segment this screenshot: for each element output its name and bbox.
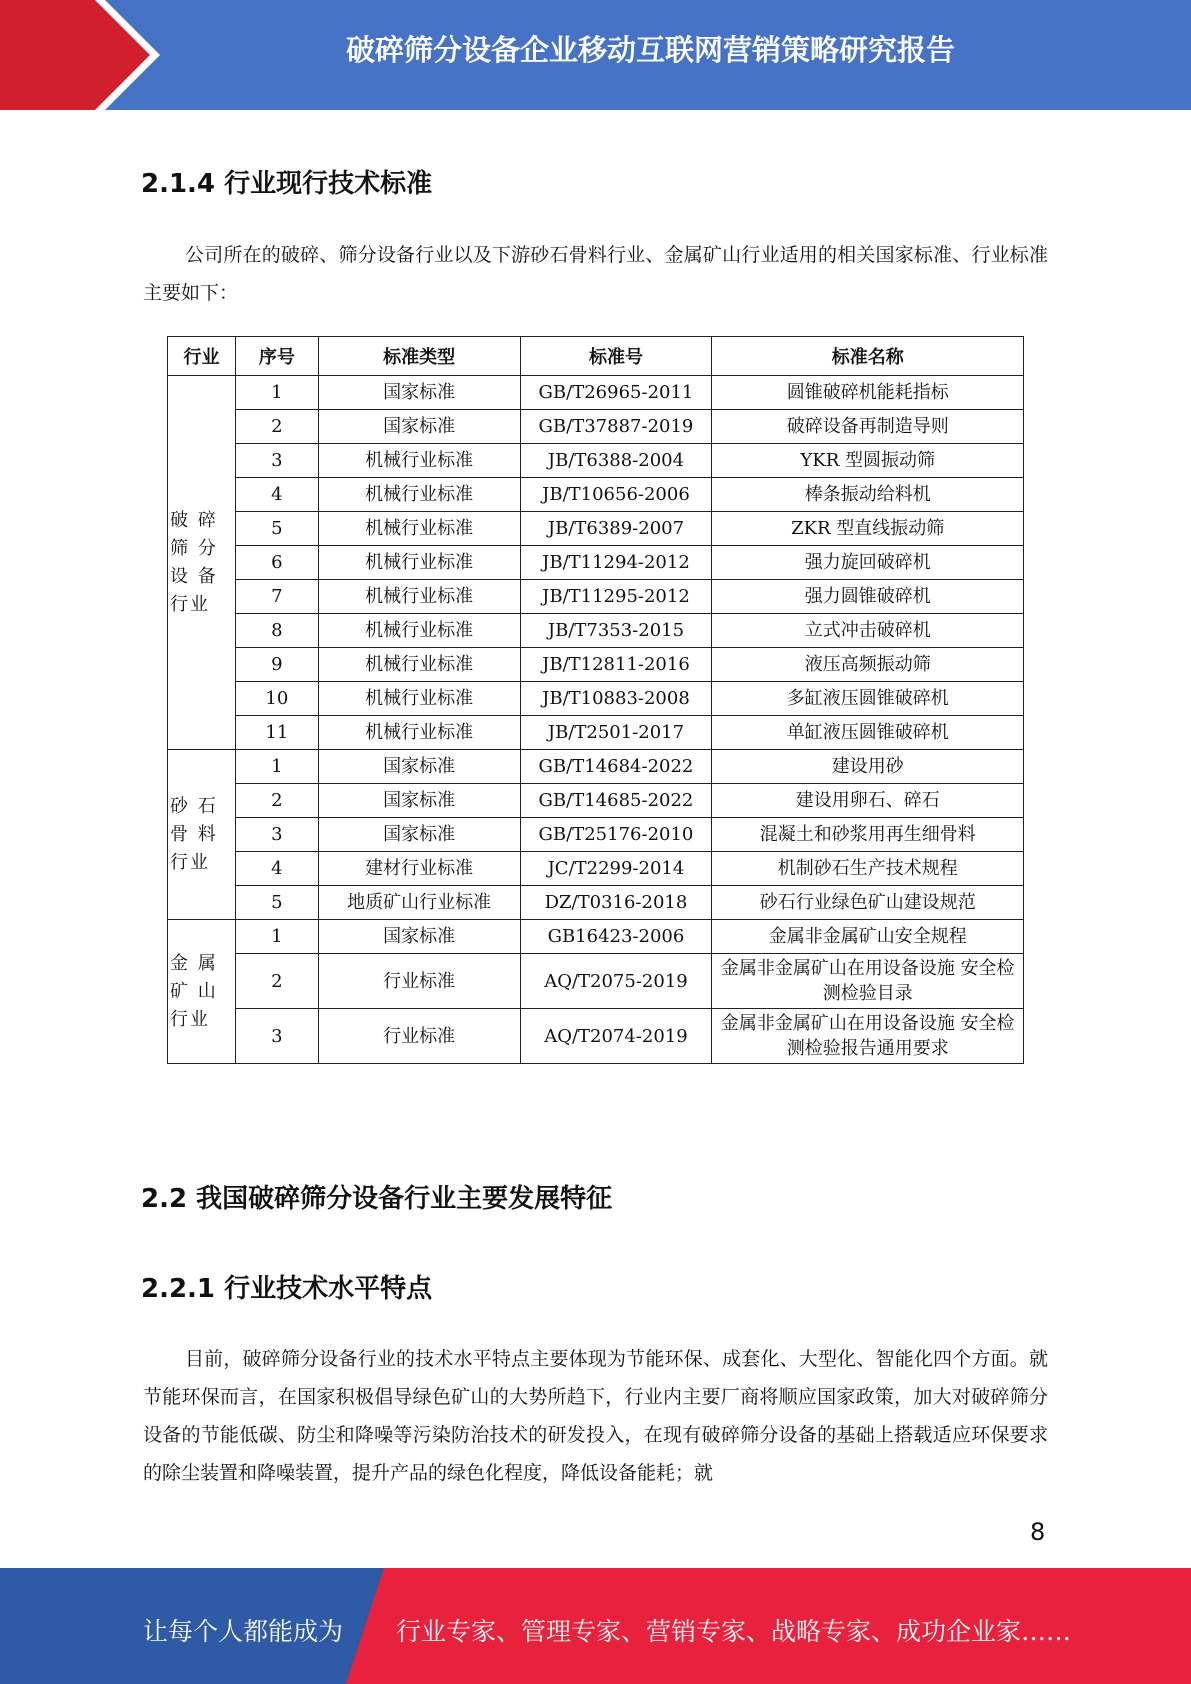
industry-cell-mining: 金 属 矿 山 行业 — [168, 920, 236, 1064]
table-row — [168, 750, 1024, 784]
cell-code: GB16423-2006 — [520, 920, 712, 954]
table-row — [168, 784, 1024, 818]
cell-code: JB/T11294-2012 — [520, 546, 712, 580]
cell-name: 圆锥破碎机能耗指标 — [712, 376, 1024, 410]
cell-type: 机械行业标准 — [318, 512, 520, 546]
section-heading-2-2-1: 2.2.1 行业技术水平特点 — [141, 1274, 433, 1304]
table-row — [168, 920, 1024, 954]
section-heading-2-1-4: 2.1.4 行业现行技术标准 — [141, 169, 433, 199]
cell-type: 建材行业标准 — [318, 852, 520, 886]
table-row — [168, 376, 1024, 410]
header-name: 标准名称 — [712, 337, 1024, 376]
cell-type: 行业标准 — [318, 1009, 520, 1064]
cell-seq: 1 — [235, 920, 318, 954]
cell-name: 砂石行业绿色矿山建设规范 — [712, 886, 1024, 920]
table-row — [168, 954, 1024, 1009]
section-body: 目前，破碎筛分设备行业的技术水平特点主要体现为节能环保、成套化、大型化、智能化四个方面。就节能环保而言，在国家积极倡导绿色矿山的大势所趋下，行业内主要厂商将顺应国家政策，加大对破碎筛分设备的节能低碳、防尘和降噪等污染防治技术的研发投入，在现有破碎筛分设备的基础上搭载适应环保要求的除尘装置和降噪装置，提升产品的绿色化程度，降低设备能耗；就 — [143, 1348, 1048, 1484]
cell-type: 机械行业标准 — [318, 682, 520, 716]
cell-code: GB/T25176-2010 — [520, 818, 712, 852]
cell-name: 棒条振动给料机 — [712, 478, 1024, 512]
table-row — [168, 546, 1024, 580]
header-industry: 行业 — [168, 337, 236, 376]
cell-type: 机械行业标准 — [318, 614, 520, 648]
cell-name: 单缸液压圆锥破碎机 — [712, 716, 1024, 750]
cell-seq: 9 — [235, 648, 318, 682]
cell-seq: 2 — [235, 954, 318, 1009]
cell-name: 液压高频振动筛 — [712, 648, 1024, 682]
cell-seq: 4 — [235, 852, 318, 886]
cell-type: 机械行业标准 — [318, 546, 520, 580]
cell-type: 国家标准 — [318, 920, 520, 954]
cell-code: JB/T11295-2012 — [520, 580, 712, 614]
footer-slogan-right: 行业专家、管理专家、营销专家、战略专家、成功企业家…… — [396, 1617, 1072, 1646]
section-heading-2-2: 2.2 我国破碎筛分设备行业主要发展特征 — [141, 1184, 613, 1214]
cell-seq: 11 — [235, 716, 318, 750]
cell-name: 机制砂石生产技术规程 — [712, 852, 1024, 886]
cell-name: 强力圆锥破碎机 — [712, 580, 1024, 614]
cell-type: 地质矿山行业标准 — [318, 886, 520, 920]
table-row — [168, 852, 1024, 886]
cell-name: 立式冲击破碎机 — [712, 614, 1024, 648]
table-row — [168, 444, 1024, 478]
cell-code: GB/T14685-2022 — [520, 784, 712, 818]
cell-type: 行业标准 — [318, 954, 520, 1009]
cell-seq: 2 — [235, 410, 318, 444]
cell-seq: 5 — [235, 886, 318, 920]
cell-name: 金属非金属矿山在用设备设施 安全检测检验目录 — [712, 954, 1024, 1009]
cell-seq: 2 — [235, 784, 318, 818]
cell-type: 国家标准 — [318, 376, 520, 410]
table-row — [168, 580, 1024, 614]
table-row — [168, 614, 1024, 648]
cell-seq: 1 — [235, 750, 318, 784]
cell-name: 破碎设备再制造导则 — [712, 410, 1024, 444]
table-row — [168, 818, 1024, 852]
cell-code: AQ/T2074-2019 — [520, 1009, 712, 1064]
table-row — [168, 682, 1024, 716]
cell-seq: 6 — [235, 546, 318, 580]
section-intro: 公司所在的破碎、筛分设备行业以及下游砂石骨料行业、金属矿山行业适用的相关国家标准、行业标准主要如下： — [143, 244, 1048, 304]
cell-name: ZKR 型直线振动筛 — [712, 512, 1024, 546]
footer-slogan-left: 让每个人都能成为 — [143, 1617, 344, 1646]
cell-type: 机械行业标准 — [318, 648, 520, 682]
cell-type: 机械行业标准 — [318, 580, 520, 614]
cell-name: 建设用砂 — [712, 750, 1024, 784]
table-row — [168, 410, 1024, 444]
table-row — [168, 886, 1024, 920]
cell-code: JB/T2501-2017 — [520, 716, 712, 750]
cell-name: 建设用卵石、碎石 — [712, 784, 1024, 818]
page-header — [0, 0, 1191, 110]
cell-code: GB/T14684-2022 — [520, 750, 712, 784]
cell-seq: 7 — [235, 580, 318, 614]
cell-code: JC/T2299-2014 — [520, 852, 712, 886]
table-header-row — [168, 337, 1024, 376]
cell-code: DZ/T0316-2018 — [520, 886, 712, 920]
cell-name: 强力旋回破碎机 — [712, 546, 1024, 580]
cell-type: 国家标准 — [318, 818, 520, 852]
industry-cell-aggregate: 砂 石 骨 料 行业 — [168, 750, 236, 920]
cell-name: 混凝土和砂浆用再生细骨料 — [712, 818, 1024, 852]
cell-seq: 4 — [235, 478, 318, 512]
table-row — [168, 1009, 1024, 1064]
cell-code: JB/T12811-2016 — [520, 648, 712, 682]
cell-name: 金属非金属矿山安全规程 — [712, 920, 1024, 954]
cell-seq: 10 — [235, 682, 318, 716]
page-footer — [0, 1568, 1191, 1684]
cell-seq: 1 — [235, 376, 318, 410]
cell-code: JB/T6389-2007 — [520, 512, 712, 546]
cell-code: GB/T37887-2019 — [520, 410, 712, 444]
cell-seq: 3 — [235, 818, 318, 852]
table-row — [168, 648, 1024, 682]
cell-seq: 3 — [235, 1009, 318, 1064]
cell-type: 国家标准 — [318, 750, 520, 784]
header-code: 标准号 — [520, 337, 712, 376]
cell-code: JB/T7353-2015 — [520, 614, 712, 648]
cell-code: JB/T6388-2004 — [520, 444, 712, 478]
cell-seq: 3 — [235, 444, 318, 478]
table-row — [168, 716, 1024, 750]
cell-type: 机械行业标准 — [318, 716, 520, 750]
page-number: 8 — [1030, 1518, 1046, 1546]
header-type: 标准类型 — [318, 337, 520, 376]
cell-code: GB/T26965-2011 — [520, 376, 712, 410]
table-row — [168, 478, 1024, 512]
cell-seq: 5 — [235, 512, 318, 546]
cell-code: JB/T10883-2008 — [520, 682, 712, 716]
header-seq: 序号 — [235, 337, 318, 376]
report-title: 破碎筛分设备企业移动互联网营销策略研究报告 — [345, 33, 955, 67]
cell-name: 多缸液压圆锥破碎机 — [712, 682, 1024, 716]
cell-type: 国家标准 — [318, 784, 520, 818]
cell-type: 机械行业标准 — [318, 478, 520, 512]
cell-code: JB/T10656-2006 — [520, 478, 712, 512]
cell-code: AQ/T2075-2019 — [520, 954, 712, 1009]
table-row — [168, 512, 1024, 546]
cell-seq: 8 — [235, 614, 318, 648]
cell-type: 国家标准 — [318, 410, 520, 444]
cell-name: 金属非金属矿山在用设备设施 安全检测检验报告通用要求 — [712, 1009, 1024, 1064]
standards-table — [167, 336, 1024, 1064]
cell-type: 机械行业标准 — [318, 444, 520, 478]
industry-cell-crushing: 破 碎 筛 分 设 备 行业 — [168, 376, 236, 750]
cell-name: YKR 型圆振动筛 — [712, 444, 1024, 478]
